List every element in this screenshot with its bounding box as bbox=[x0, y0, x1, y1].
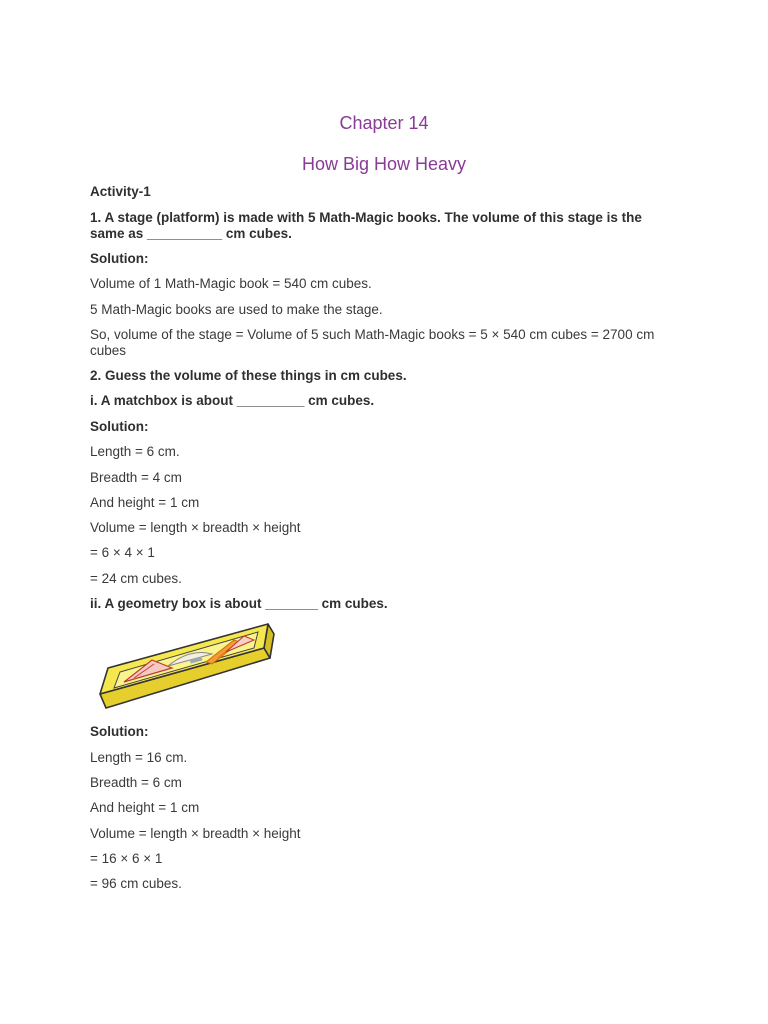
q1-solution-line: So, volume of the stage = Volume of 5 such Math-Magic books = 5 × 540 cm cubes = 2700 cm cubes bbox=[90, 327, 655, 358]
q2ii-solution-label: Solution: bbox=[90, 724, 149, 739]
question-2-part-i: i. A matchbox is about _________ cm cubes. bbox=[90, 393, 375, 408]
question-2: 2. Guess the volume of these things in cm cubes. bbox=[90, 368, 407, 383]
question-2-part-ii: ii. A geometry box is about _______ cm cubes. bbox=[90, 596, 388, 611]
q2i-solution-line: = 6 × 4 × 1 bbox=[90, 545, 155, 560]
geometry-box-illustration bbox=[94, 618, 276, 712]
q2ii-solution-line: Breadth = 6 cm bbox=[90, 775, 182, 790]
question-1: 1. A stage (platform) is made with 5 Math-Magic books. The volume of this stage is the same as __________ cm cubes. bbox=[90, 210, 642, 241]
q2ii-solution-line: Volume = length × breadth × height bbox=[90, 826, 301, 841]
q2i-solution-line: And height = 1 cm bbox=[90, 495, 200, 510]
q2i-solution-label: Solution: bbox=[90, 419, 149, 434]
q1-solution-line: Volume of 1 Math-Magic book = 540 cm cubes. bbox=[90, 276, 372, 291]
activity-heading: Activity-1 bbox=[90, 184, 151, 199]
q1-solution-label: Solution: bbox=[90, 251, 149, 266]
q2ii-solution-line: = 96 cm cubes. bbox=[90, 876, 182, 891]
q2i-solution-line: Volume = length × breadth × height bbox=[90, 520, 301, 535]
q2ii-solution-line: And height = 1 cm bbox=[90, 800, 200, 815]
q2i-solution-line: Length = 6 cm. bbox=[90, 444, 180, 459]
q2i-solution-line: = 24 cm cubes. bbox=[90, 571, 182, 586]
chapter-title: How Big How Heavy bbox=[301, 154, 467, 174]
q2i-solution-line: Breadth = 4 cm bbox=[90, 470, 182, 485]
q2ii-solution-line: Length = 16 cm. bbox=[90, 750, 188, 765]
q1-solution-line: 5 Math-Magic books are used to make the stage. bbox=[90, 302, 383, 317]
q2ii-solution-line: = 16 × 6 × 1 bbox=[90, 851, 163, 866]
chapter-number: Chapter 14 bbox=[339, 113, 429, 133]
